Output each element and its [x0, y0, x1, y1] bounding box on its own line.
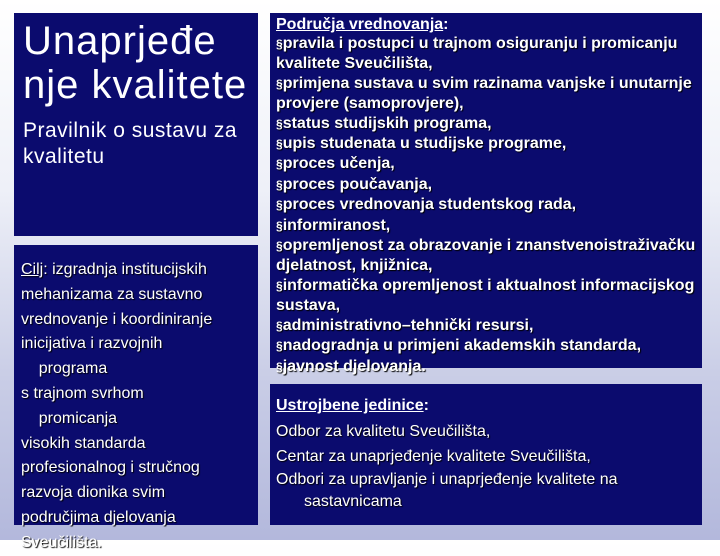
goal-line: profesionalnog i stručnog: [21, 459, 200, 477]
list-item: §proces učenja,: [276, 155, 395, 173]
list-item: §opremljenost za obrazovanje i znanstvenoistraživačku djelatnost, knjižnica,: [276, 237, 696, 275]
units-panel: [270, 384, 702, 525]
units-list: [276, 419, 702, 513]
list-item: §primjena sustava u svim razinama vanjske i unutarnje provjere (samoprovjere),: [276, 74, 692, 113]
bullet-icon: §: [276, 278, 283, 293]
areas-list: [276, 34, 702, 377]
list-item: §proces poučavanja,: [276, 175, 433, 193]
list-item: §proces vrednovanja studentskog rada,: [276, 196, 577, 214]
units-label: Ustrojbene jedinice: [276, 397, 424, 414]
goal-line: vrednovanje i koordiniranje: [21, 310, 213, 328]
areas-panel: [270, 13, 702, 375]
bullet-icon: §: [276, 318, 283, 333]
goal-text: Cilj: izgradnja institucijskih mehanizama za sustavno vrednovanje i koordiniranje inicijativa i razvojnih programa s trajnom svrhom promicanja visokih standarda profesionalnog i stručnog razvoja dionika svim područjima djelovanja Sveučilišta.: [21, 261, 213, 551]
list-item: Odbori za upravljanje i unaprjeđenje kvalitete na sastavnicama: [276, 470, 618, 510]
bullet-icon: §: [276, 116, 283, 131]
bullet-icon: §: [276, 177, 283, 192]
units-heading: Ustrojbene jedinice:: [276, 397, 429, 414]
list-item: §informatička opremljenost i aktualnost informacijskog sustava,: [276, 276, 695, 315]
goal-line: s trajnom svrhom: [21, 384, 144, 402]
list-item: §status studijskih programa,: [276, 114, 492, 132]
goal-line: programa: [21, 360, 108, 378]
areas-heading: Područja vrednovanja:: [276, 16, 449, 33]
list-item: §upis studenata u studijske programe,: [276, 135, 567, 153]
bullet-icon: §: [276, 198, 283, 213]
bullet-icon: §: [276, 37, 283, 51]
page-subtitle: Pravilnik o sustavu za kvalitetu: [23, 119, 238, 168]
areas-label: Područja vrednovanja: [276, 16, 444, 33]
bullet-icon: §: [276, 76, 283, 91]
bullet-icon: §: [276, 239, 283, 254]
list-item: §administrativno–tehnički resursi,: [276, 316, 534, 334]
list-item: §javnost djelovanja.: [276, 357, 426, 375]
goal-panel: [14, 245, 258, 551]
page-title: Unaprjeđe nje kvalitete: [23, 19, 248, 107]
list-item: §informiranost,: [276, 216, 391, 234]
goal-line: inicijativa i razvojnih: [21, 335, 163, 353]
list-item: §nadogradnja u primjeni akademskih standarda,: [276, 337, 642, 355]
goal-line: Sveučilišta.: [21, 533, 102, 551]
list-item: §pravila i postupci u trajnom osiguranju i promicanju kvalitete Sveučilišta,: [276, 35, 678, 73]
bullet-icon: §: [276, 157, 283, 172]
goal-line: razvoja dionika svim: [21, 484, 166, 502]
goal-line: visokih standarda: [21, 434, 146, 452]
goal-line: izgradnja institucijskih: [52, 261, 207, 278]
bullet-icon: §: [276, 359, 283, 374]
bullet-icon: §: [276, 137, 283, 152]
list-item: Centar za unaprjeđenje kvalitete Sveučilišta,: [276, 447, 591, 465]
goal-line: mehanizama za sustavno: [21, 285, 203, 303]
goal-line: promicanja: [21, 409, 118, 427]
bullet-icon: §: [276, 218, 283, 233]
title-panel: [14, 13, 258, 236]
goal-label: Cilj: [21, 261, 44, 278]
goal-line: područjima djelovanja: [21, 508, 176, 526]
list-item: Odbor za kvalitetu Sveučilišta,: [276, 422, 491, 440]
bullet-icon: §: [276, 339, 283, 354]
